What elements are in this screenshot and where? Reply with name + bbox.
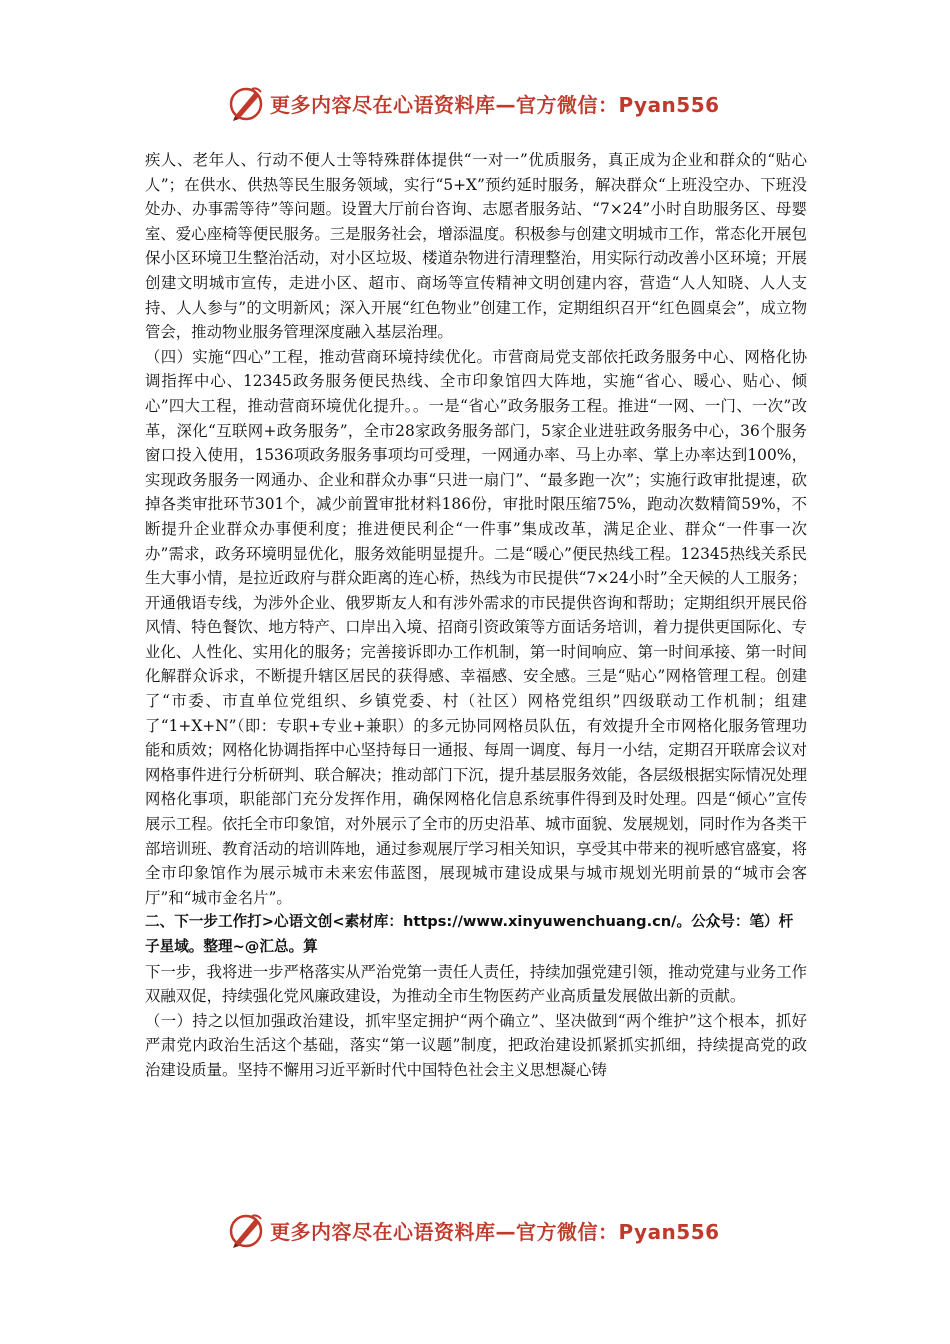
section-heading: 二、下一步工作打>心语文创<素材库：https://www.xinyuwenchuang.cn/。公众号：笔）杆子星域。整理~@汇总。算 [145,913,794,955]
footer-banner [226,1208,746,1252]
paragraph: 下一步，我将进一步严格落实从严治党第一责任人责任，持续加强党建引领，推动党建与业务工作双融双促，持续强化党风廉政建设，为推动全市生物医药产业高质量发展做出新的贡献。 [145,962,807,1006]
pen-logo-icon [226,83,266,123]
paragraph: 疾人、老年人、行动不便人士等特殊群体提供“一对一”优质服务，真正成为企业和群众的“贴心人”；在供水、供热等民生服务领域，实行“5+X”预约延时服务，解决群众“上班没空办、下班没处办、办事需等待”等问题。设置大厅前台咨询、志愿者服务站、“7×24”小时自助服务区、母婴室、爱心座椅等便民服务。三是服务社会，增添温度。积极参与创建文明城市工作，常态化开展包保小区环境卫生整治活动，对小区垃圾、楼道杂物进行清理整治，用实际行动改善小区环境；开展创建文明城市宣传，走进小区、超市、商场等宣传精神文明创建内容，营造“人人知晓、人人支持、人人参与”的文明新风；深入开展“红色物业”创建工作，定期组织召开“红色圆桌会”，成立物管会，推动物业服务管理深度融入基层治理。 [145,151,807,342]
header-banner [226,81,746,125]
banner-text: 更多内容尽在心语资料库—官方微信：Pyan556 [270,1219,720,1244]
paragraph: （一）持之以恒加强政治建设，抓牢坚定拥护“两个确立”、坚决做到“两个维护”这个根本，抓好严肃党内政治生活这个基础，落实“第一议题”制度，把政治建设抓紧抓实抓细，持续提高党的政治建设质量。坚持不懈用习近平新时代中国特色社会主义思想凝心铸 [145,1011,807,1079]
pen-logo-icon [226,1210,266,1250]
document-body [145,148,807,1083]
paragraph: （四）实施“四心”工程，推动营商环境持续优化。市营商局党支部依托政务服务中心、网格化协调指挥中心、12345政务服务便民热线、全市印象馆四大阵地，实施“省心、暖心、贴心、倾心”四大工程，推动营商环境优化提升。。一是“省心”政务服务工程。推进“一网、一门、一次”改革，深化“互联网+政务服务”，全市28家政务服务部门，5家企业进驻政务服务中心，36个服务窗口投入使用，1536项政务服务事项均可受理，一网通办率、马上办率、掌上办率达到100%，实现政务服务一网通办、企业和群众办事“只进一扇门”、“最多跑一次”；实施行政审批提速，砍掉各类审批环节301个，减少前置审批材料186份，审批时限压缩75%，跑动次数精简59%，不断提升企业群众办事便利度；推进便民利企“一件事”集成改革，满足企业、群众“一件事一次办”需求，政务环境明显优化，服务效能明显提升。二是“暖心”便民热线工程。12345热线关系民生大事小情，是拉近政府与群众距离的连心桥，热线为市民提供“7×24小时”全天候的人工服务；开通俄语专线，为涉外企业、俄罗斯友人和有涉外需求的市民提供咨询和帮助；定期组织开展民俗风情、特色餐饮、地方特产、口岸出入境、招商引资政策等方面话务培训，着力提供更国际化、专业化、人性化、实用化的服务；完善接诉即办工作机制，第一时间响应、第一时间承接、第一时间化解群众诉求，不断提升辖区居民的获得感、幸福感、安全感。三是“贴心”网格管理工程。创建了“市委、市直单位党组织、乡镇党委、村（社区）网格党组织”四级联动工作机制；组建了“1+X+N”（即：专职+专业+兼职）的多元协同网格员队伍，有效提升全市网格化服务管理功能和质效；网格化协调指挥中心坚持每日一通报、每周一调度、每月一小结，定期召开联席会议对网格事件进行分析研判、联合解决；推动部门下沉，提升基层服务效能，各层级根据实际情况处理网格化事项，职能部门充分发挥作用，确保网格化信息系统事件得到及时处理。四是“倾心”宣传展示工程。依托全市印象馆，对外展示了全市的历史沿革、城市面貌、发展规划，同时作为各类干部培训班、教育活动的培训阵地，通过参观展厅学习相关知识，享受其中带来的视听感官盛宴，将全市印象馆作为展示城市未来宏伟蓝图，展现城市建设成果与城市规划光明前景的“城市会客厅”和“城市金名片”。 [145,347,807,907]
banner-text: 更多内容尽在心语资料库—官方微信：Pyan556 [270,92,720,117]
